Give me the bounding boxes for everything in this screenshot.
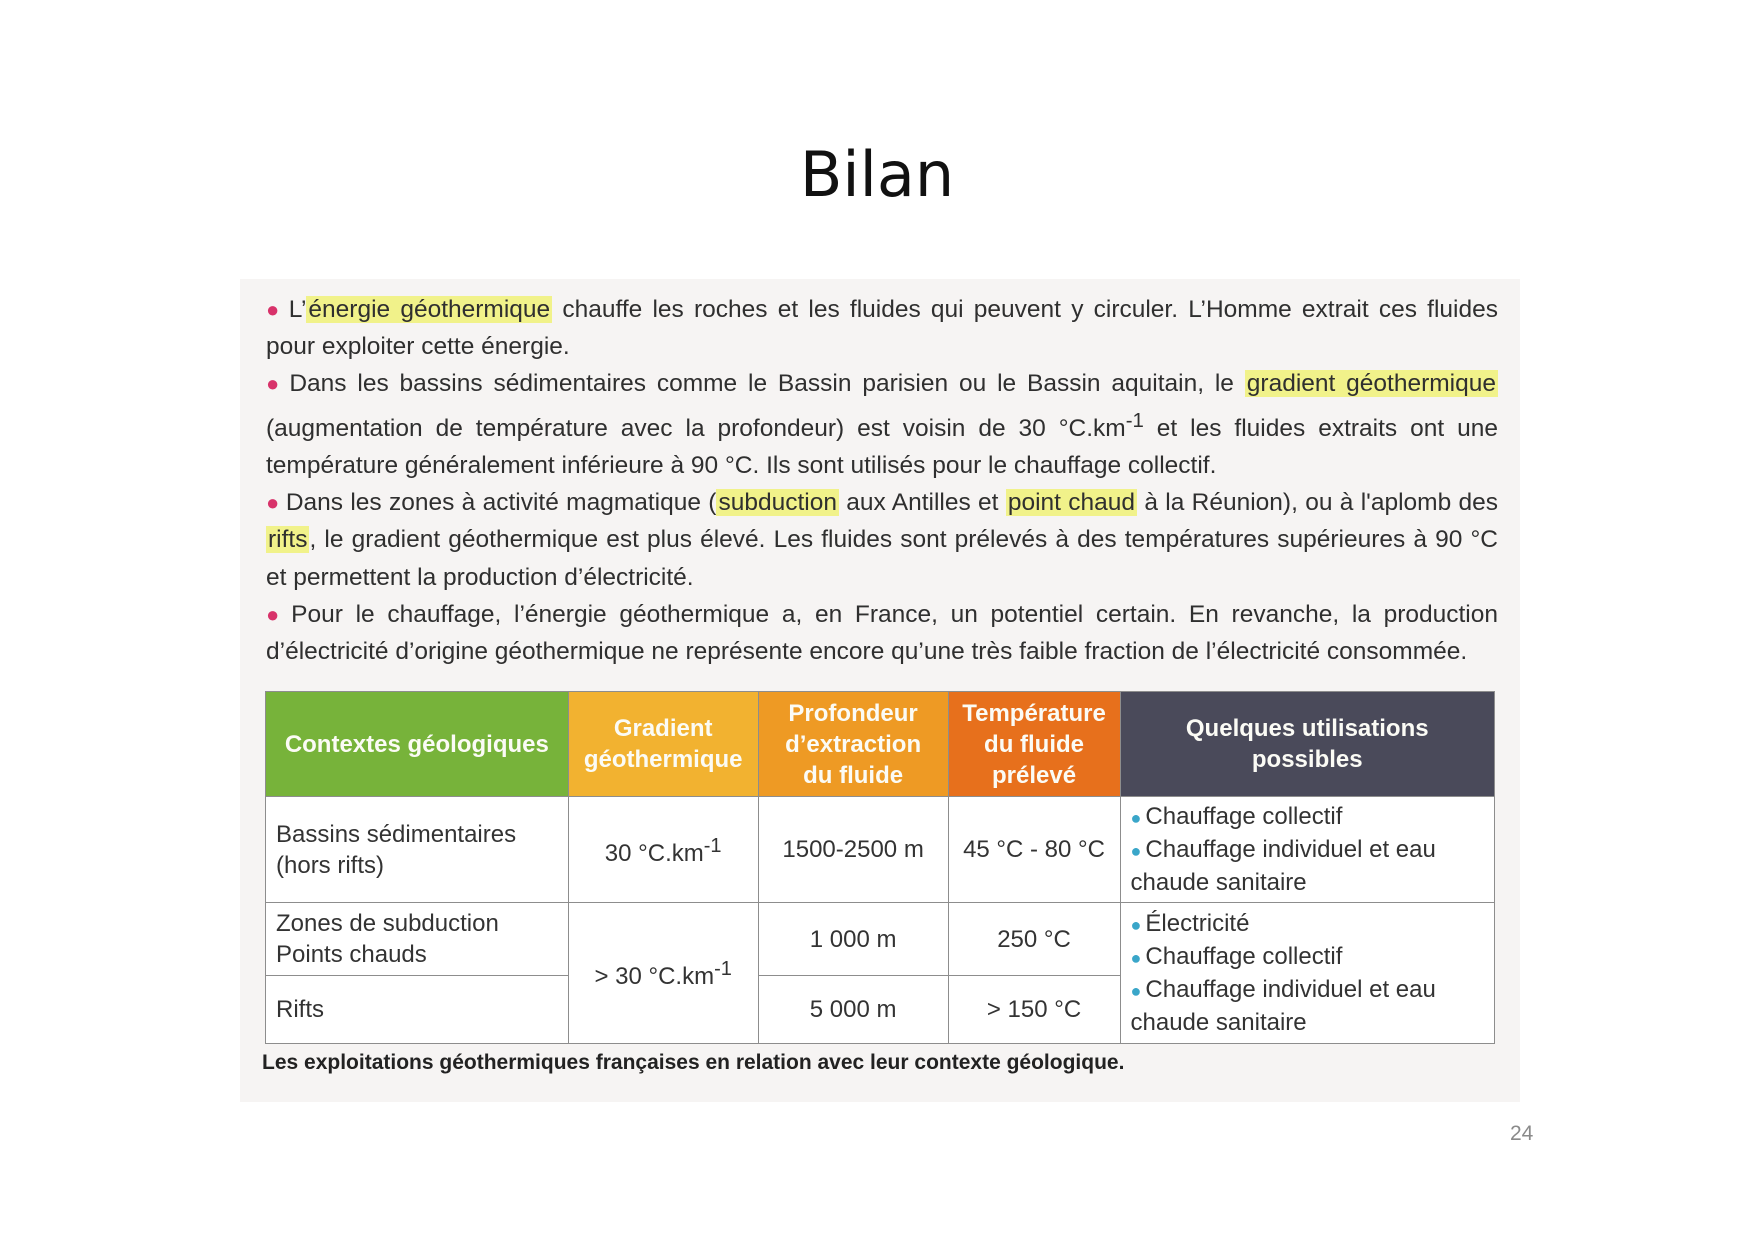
blue-bullet-icon: ● <box>1130 808 1142 828</box>
header-temperature: Température du fluide prélevé <box>948 692 1120 797</box>
cell-uses <box>1120 903 1494 1044</box>
blue-bullet-icon: ● <box>1130 841 1142 861</box>
cell-gradient: > 30 $^\circ C.km^{-1}$ <box>568 903 758 1044</box>
table-row <box>266 903 1495 976</box>
highlight-subduction: subduction <box>718 489 837 517</box>
cell-temperature: 45 °C - 80 °C <box>948 797 1120 903</box>
cell-temperature: > 150 °C <box>948 976 1120 1044</box>
table-header-row <box>266 692 1495 797</box>
table-caption: Les exploitations géothermiques françaises en relation avec leur contexte géologique. <box>262 1051 1125 1074</box>
pink-bullet-icon: ● <box>266 371 284 397</box>
header-context: Contextes géologiques <box>266 692 569 797</box>
cell-depth: 1500-2500 m <box>758 797 948 903</box>
pink-bullet-icon: ● <box>266 490 280 516</box>
blue-bullet-icon: ● <box>1130 915 1142 935</box>
textbook-scan <box>240 279 1520 1102</box>
highlight-gradient-geothermique: gradient géothermique <box>1246 370 1496 398</box>
cell-gradient: 30 $^\circ C.km^{-1}$ <box>568 797 758 903</box>
geothermal-table <box>265 691 1495 1044</box>
summary-text <box>266 291 1498 670</box>
slide-title: Bilan <box>799 138 955 211</box>
highlight-point-chaud: point chaud <box>1007 489 1136 517</box>
highlight-rifts: rifts <box>268 526 308 554</box>
paragraph-3: ● Dans les zones à activité magmatique (subduction aux Antilles et point chaud à la Réunion), ou à l'aplomb des rifts, le gradient géothermique est plus élevé. Les fluides sont prélevés à des températures supérieures à 90 °C et permettent la production d’électricité. <box>266 489 1499 591</box>
cell-context: Zones de subduction Points chauds <box>266 903 569 976</box>
blue-bullet-icon: ● <box>1130 948 1142 968</box>
table-row <box>266 797 1495 903</box>
cell-uses <box>1120 797 1494 903</box>
pink-bullet-icon: ● <box>266 297 283 322</box>
cell-context: Rifts <box>266 976 569 1044</box>
cell-depth: 5 000 m <box>758 976 948 1044</box>
list-item: ● Chauffage individuel et eau chaude sanitaire <box>1130 976 1436 1036</box>
blue-bullet-icon: ● <box>1130 981 1142 1001</box>
list-item: ● Chauffage individuel et eau chaude sanitaire <box>1130 836 1436 896</box>
paragraph-2: ● Dans les bassins sédimentaires comme le Bassin parisien ou le Bassin aquitain, le gradient géothermique (augmentation de température avec la profondeur) est voisin de 30 $^\circ C.km^{-1}$ et les fluides extraits ont une température généralement inférieure à 90 °C. Ils sont utilisés pour le chauffage collectif. <box>266 370 1498 479</box>
header-depth: Profondeur d’extraction du fluide <box>758 692 948 797</box>
list-item: ● Chauffage collectif <box>1130 803 1343 830</box>
cell-context: Bassins sédimentaires (hors rifts) <box>266 797 569 903</box>
paragraph-4: ● Pour le chauffage, l’énergie géothermique a, en France, un potentiel certain. En revanche, la production d’électricité d’origine géothermique ne représente encore qu’une très faible fraction de l’électricité consommée. <box>266 600 1498 665</box>
pink-bullet-icon: ● <box>266 601 286 627</box>
list-item: ● Électricité <box>1130 910 1250 937</box>
header-gradient: Gradient géothermique <box>568 692 758 797</box>
list-item: ● Chauffage collectif <box>1130 943 1343 970</box>
page-number: 24 <box>1510 1122 1534 1145</box>
cell-depth: 1 000 m <box>758 903 948 976</box>
paragraph-1: ● L’énergie géothermique chauffe les roches et les fluides qui peuvent y circuler. L’Homme extrait ces fluides pour exploiter cette énergie. <box>266 296 1498 361</box>
highlight-energie-geothermique: énergie géothermique <box>308 296 551 323</box>
header-uses: Quelques utilisations possibles <box>1120 692 1494 797</box>
cell-temperature: 250 °C <box>948 903 1120 976</box>
